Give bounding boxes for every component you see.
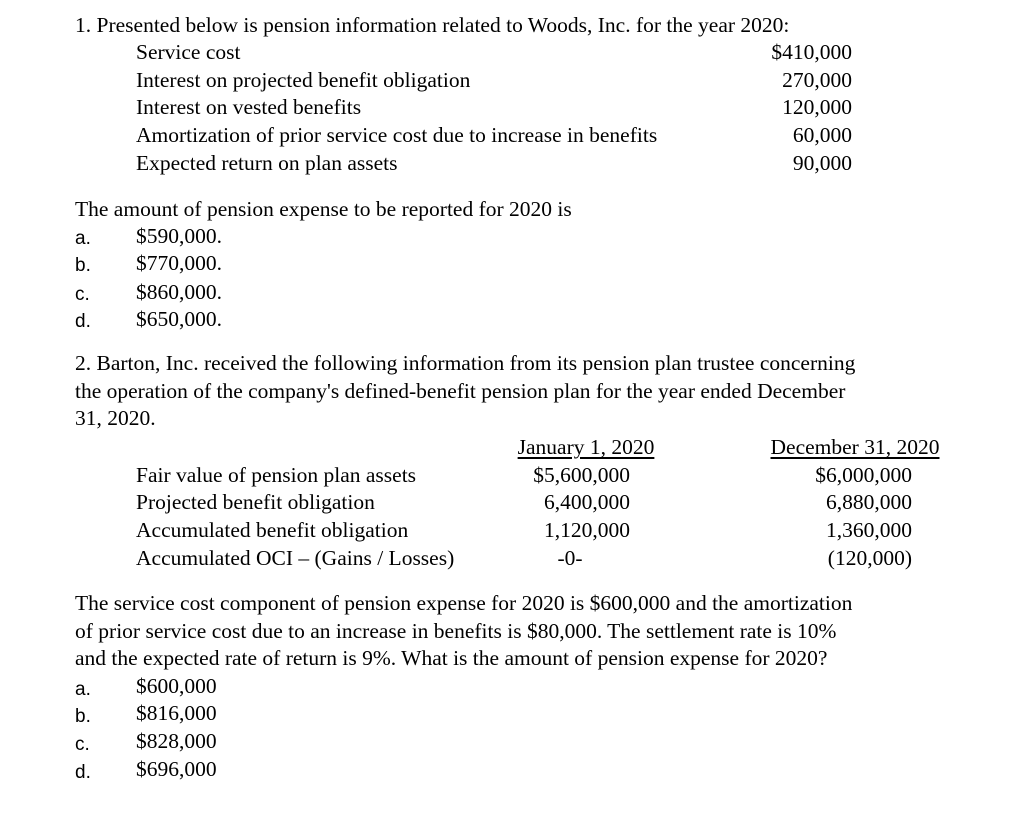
q2-table-row-label: Fair value of pension plan assets [136, 463, 417, 487]
q2-intro-line: the operation of the company's defined-benefit pension plan for the year ended December [75, 379, 846, 403]
q1-item-amount: 90,000 [792, 151, 852, 175]
q2-intro-line: 2. Barton, Inc. received the following information from its pension plan trustee concerning [75, 351, 856, 375]
q2-choice-text: $828,000 [136, 729, 217, 753]
q1-item-label: Interest on projected benefit obligation [136, 68, 471, 92]
q2-choice-text: $816,000 [136, 701, 217, 725]
q1-choice-letter: b. [75, 255, 91, 276]
q1-choice-text: $860,000. [136, 280, 222, 304]
q2-choice-letter: c. [75, 734, 90, 755]
q1-choice-letter: c. [75, 284, 90, 305]
q2-table-row-label: Accumulated OCI – (Gains / Losses) [136, 546, 455, 570]
q2-table-row-label: Projected benefit obligation [136, 490, 375, 514]
q2-table-cell-jan: $5,600,000 [533, 463, 630, 487]
q1-item-label: Service cost [136, 40, 241, 64]
q2-table-cell-dec: $6,000,000 [815, 463, 912, 487]
q1-choice-text: $770,000. [136, 251, 222, 275]
q2-question-line: of prior service cost due to an increase in benefits is $80,000. The settlement rate is 10% [75, 619, 837, 643]
q1-item-amount: 270,000 [782, 68, 852, 92]
q1-choice-letter: a. [75, 228, 91, 249]
q1-item-amount: $410,000 [771, 40, 852, 64]
q1-choice-letter: d. [75, 311, 91, 332]
q2-question-line: and the expected rate of return is 9%. What is the amount of pension expense for 2020? [75, 646, 828, 670]
q1-item-amount: 120,000 [782, 95, 852, 119]
q2-column-header-jan: January 1, 2020 [517, 435, 655, 459]
q2-table-row-label: Accumulated benefit obligation [136, 518, 409, 542]
q2-choice-text: $696,000 [136, 757, 217, 781]
q2-choice-letter: a. [75, 679, 91, 700]
q1-item-label: Amortization of prior service cost due to increase in benefits [136, 123, 658, 147]
q1-choice-text: $590,000. [136, 224, 222, 248]
q2-table-cell-jan: -0- [557, 546, 583, 570]
q1-question: The amount of pension expense to be reported for 2020 is [75, 197, 572, 221]
q2-choice-letter: b. [75, 706, 91, 727]
q2-choice-letter: d. [75, 762, 91, 783]
q2-intro-line: 31, 2020. [75, 406, 156, 430]
q2-table-cell-jan: 1,120,000 [544, 518, 630, 542]
q2-column-header-dec: December 31, 2020 [770, 435, 940, 459]
q2-choice-text: $600,000 [136, 674, 217, 698]
q2-table-cell-dec: (120,000) [827, 546, 912, 570]
q1-choice-text: $650,000. [136, 307, 222, 331]
q1-item-label: Interest on vested benefits [136, 95, 362, 119]
q1-intro: 1. Presented below is pension information related to Woods, Inc. for the year 2020: [75, 13, 790, 37]
q2-table-cell-dec: 1,360,000 [826, 518, 912, 542]
q2-table-cell-dec: 6,880,000 [826, 490, 912, 514]
q2-table-cell-jan: 6,400,000 [544, 490, 630, 514]
q1-item-amount: 60,000 [792, 123, 852, 147]
q1-item-label: Expected return on plan assets [136, 151, 398, 175]
q2-question-line: The service cost component of pension expense for 2020 is $600,000 and the amortization [75, 591, 853, 615]
